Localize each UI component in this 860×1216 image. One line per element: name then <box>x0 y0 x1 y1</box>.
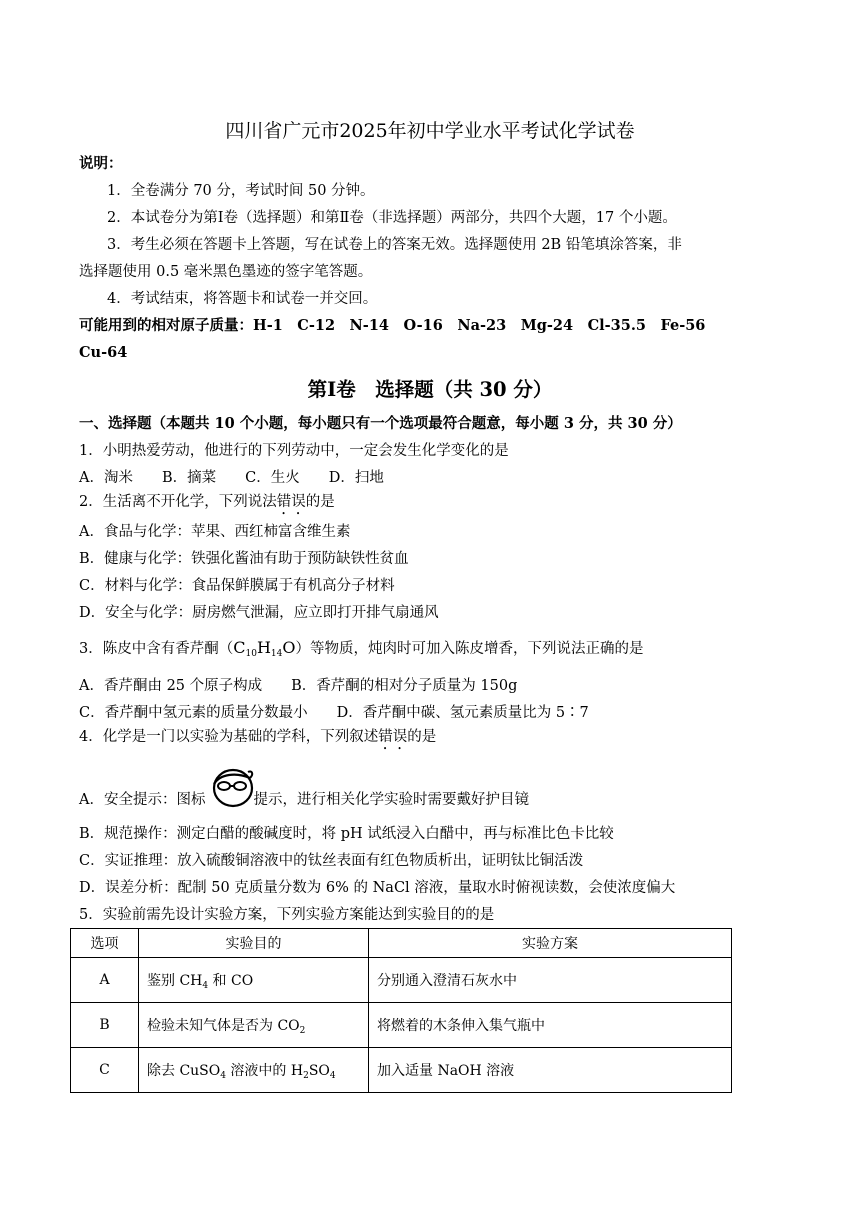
q2-stem <box>79 492 335 518</box>
row-option: A <box>71 958 139 1003</box>
header-option: 选项 <box>71 929 139 958</box>
q2-option-b: B．健康与化学：铁强化酱油有助于预防缺铁性贫血 <box>79 551 409 567</box>
note-3-continued: 选择题使用 0.5 毫米黑色墨迹的签字笔答题。 <box>79 264 373 280</box>
purpose-sub: 4 <box>202 980 209 991</box>
row-purpose <box>139 1048 369 1093</box>
q2-stem-post: 的是 <box>305 494 335 510</box>
purpose-sub-3: 4 <box>329 1070 336 1081</box>
purpose-text-so: SO <box>308 1062 330 1079</box>
table-row <box>71 1048 732 1093</box>
eye-protection-icon <box>210 764 256 808</box>
row-option: C <box>71 1048 139 1093</box>
q2-option-d: D．安全与化学：厨房燃气泄漏，应立即打开排气扇通风 <box>79 605 439 621</box>
formula-c: C <box>233 638 246 657</box>
q4-option-a-post: 提示，进行相关化学实验时需要戴好护目镜 <box>253 792 529 808</box>
purpose-sub: 2 <box>299 1025 306 1036</box>
q4-option-a-pre: A．安全提示：图标 <box>79 792 206 808</box>
purpose-text-post: 和 CO <box>208 972 254 989</box>
formula-h: H <box>256 638 271 657</box>
experiment-table <box>70 928 732 1093</box>
row-plan: 将燃着的木条伸入集气瓶中 <box>369 1003 732 1048</box>
formula-carvone <box>233 638 295 657</box>
q4-option-d: D．误差分析：配制 50 克质量分数为 6% 的 NaCl 溶液，量取水时俯视读数，会使浓度偏大 <box>79 880 676 896</box>
purpose-sub-2: 2 <box>303 1070 309 1081</box>
section-title: 第Ⅰ卷 选择题（共 30 分） <box>307 378 553 401</box>
formula-sub-14: 14 <box>270 649 283 659</box>
row-plan: 加入适量 NaOH 溶液 <box>369 1048 732 1093</box>
note-1: 1．全卷满分 70 分，考试时间 50 分钟。 <box>107 183 375 199</box>
row-option: B <box>71 1003 139 1048</box>
q4-option-b: B．规范操作：测定白醋的酸碱度时，将 pH 试纸浸入白醋中，再与标准比色卡比较 <box>79 826 614 842</box>
q3-options-ab: A．香芹酮由 25 个原子构成 B．香芹酮的相对分子质量为 150g <box>79 678 518 694</box>
purpose-text: 除去 CuSO <box>147 1062 221 1079</box>
q1-stem: 1．小明热爱劳动，他进行的下列劳动中，一定会发生化学变化的是 <box>79 443 509 459</box>
purpose-sub: 4 <box>220 1070 226 1081</box>
q4-option-a <box>79 790 529 810</box>
table-row <box>71 1003 732 1048</box>
table-header-row <box>71 929 732 958</box>
header-purpose: 实验目的 <box>139 929 369 958</box>
page-title: 四川省广元市2025年初中学业水平考试化学试卷 <box>225 120 635 142</box>
q5-stem: 5．实验前需先设计实验方案，下列实验方案能达到实验目的的是 <box>79 907 495 923</box>
purpose-text: 鉴别 CH <box>147 972 203 989</box>
row-purpose <box>139 958 369 1003</box>
q2-option-a: A．食品与化学：苹果、西红柿富含维生素 <box>79 524 351 540</box>
q3-stem <box>79 638 643 664</box>
note-3: 3．考生必须在答题卡上答题，写在试卷上的答案无效。选择题使用 2B 铅笔填涂答案，非 <box>107 237 682 253</box>
q3-options-cd: C．香芹酮中氢元素的质量分数最小 D．香芹酮中碳、氢元素质量比为 5∶7 <box>79 705 589 721</box>
q4-stem-pre: 4．化学是一门以实验为基础的学科，下列叙述 <box>79 729 379 745</box>
atomic-mass-line-1: 可能用到的相对原子质量：H-1 C-12 N-14 O-16 Na-23 Mg-24 Cl-35.5 Fe-56 <box>79 317 706 334</box>
header-plan: 实验方案 <box>369 929 732 958</box>
row-plan: 分别通入澄清石灰水中 <box>369 958 732 1003</box>
q4-emphasis: 错误 <box>378 729 408 745</box>
q3-stem-pre: 3．陈皮中含有香芹酮（ <box>79 641 234 657</box>
q3-stem-post: ）等物质，炖肉时可加入陈皮增香，下列说法正确的是 <box>295 641 644 657</box>
row-purpose <box>139 1003 369 1048</box>
q4-stem-post: 的是 <box>407 729 437 745</box>
q4-stem <box>79 727 436 753</box>
note-4: 4．考试结束，将答题卡和试卷一并交回。 <box>107 291 378 307</box>
purpose-text-mid: 溶液中的 H <box>225 1062 304 1079</box>
notes-heading: 说明： <box>79 155 123 172</box>
q2-option-c: C．材料与化学：食品保鲜膜属于有机高分子材料 <box>79 578 395 594</box>
note-2: 2．本试卷分为第Ⅰ卷（选择题）和第Ⅱ卷（非选择题）两部分，共四个大题，17 个小题。 <box>107 210 677 226</box>
q1-options: A．淘米 B．摘菜 C．生火 D．扫地 <box>79 470 384 486</box>
formula-sub-10: 10 <box>245 649 257 659</box>
part-heading: 一、选择题（本题共 10 个小题，每小题只有一个选项最符合题意，每小题 3 分，共 30 分） <box>79 415 682 432</box>
formula-o: O <box>282 638 296 657</box>
q2-stem-pre: 2．生活离不开化学，下列说法 <box>79 494 277 510</box>
purpose-text: 检验未知气体是否为 CO <box>147 1017 300 1034</box>
table-row <box>71 958 732 1003</box>
q4-option-c: C．实证推理：放入硫酸铜溶液中的钛丝表面有红色物质析出，证明钛比铜活泼 <box>79 853 584 869</box>
atomic-mass-line-2: Cu-64 <box>79 344 128 361</box>
q2-emphasis: 错误 <box>276 494 306 510</box>
